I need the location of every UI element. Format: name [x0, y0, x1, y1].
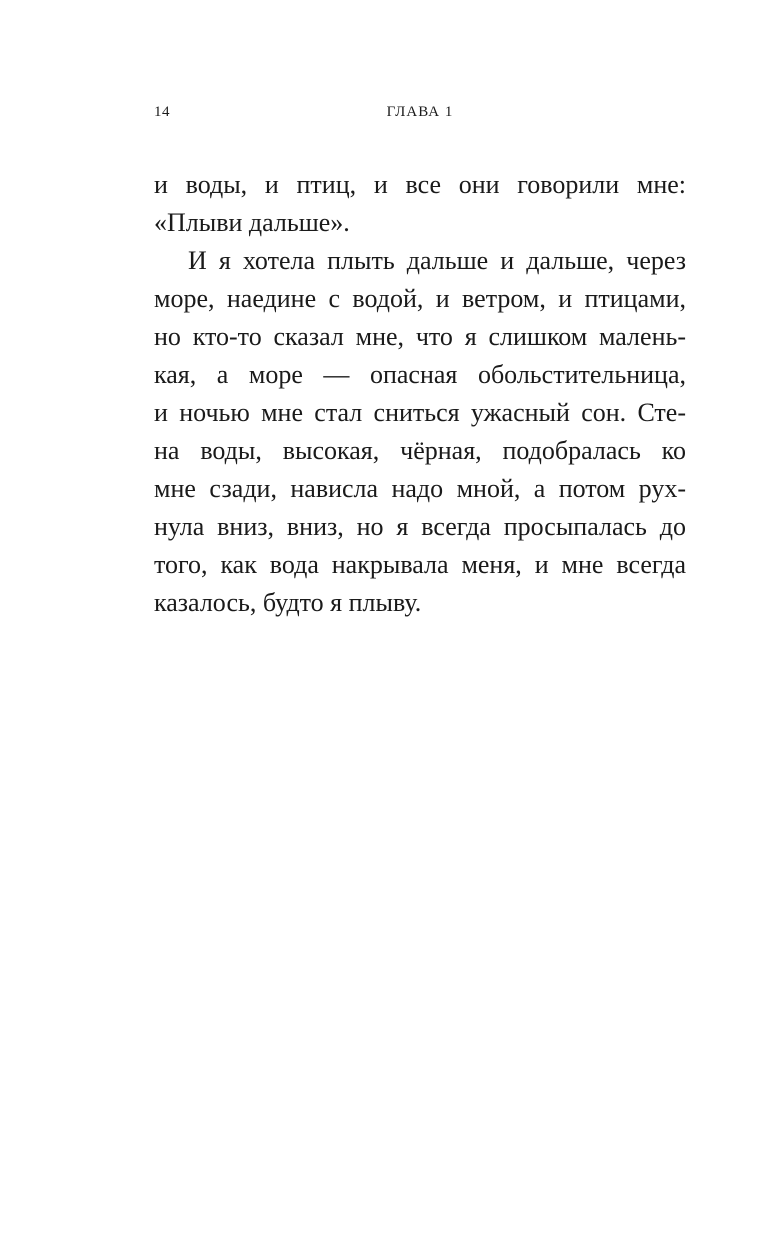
text-line: мне сзади, нависла надо мной, а потом рух-: [154, 474, 686, 503]
page-number: 14: [154, 104, 170, 120]
text-line: того, как вода накрывала меня, и мне всегда: [154, 550, 686, 579]
running-head: [154, 102, 686, 122]
text-line: кая, а море — опасная обольстительница,: [154, 360, 686, 389]
body-text: [154, 166, 686, 622]
text-line: но кто-то сказал мне, что я слишком малень-: [154, 322, 686, 351]
chapter-title: ГЛАВА 1: [386, 104, 454, 120]
text-line: и воды, и птиц, и все они говорили мне:: [154, 170, 686, 199]
text-line: нула вниз, вниз, но я всегда просыпалась до: [154, 512, 686, 541]
text-line: на воды, высокая, чёрная, подобралась ко: [154, 436, 686, 465]
text-line: казалось, будто я плыву.: [154, 588, 422, 617]
text-line: «Плыви дальше».: [154, 208, 350, 237]
text-line: море, наедине с водой, и ветром, и птицами,: [154, 284, 686, 313]
paragraph-first-line: И я хотела плыть дальше и дальше, через: [188, 246, 686, 275]
text-line: и ночью мне стал сниться ужасный сон. Сте-: [154, 398, 686, 427]
